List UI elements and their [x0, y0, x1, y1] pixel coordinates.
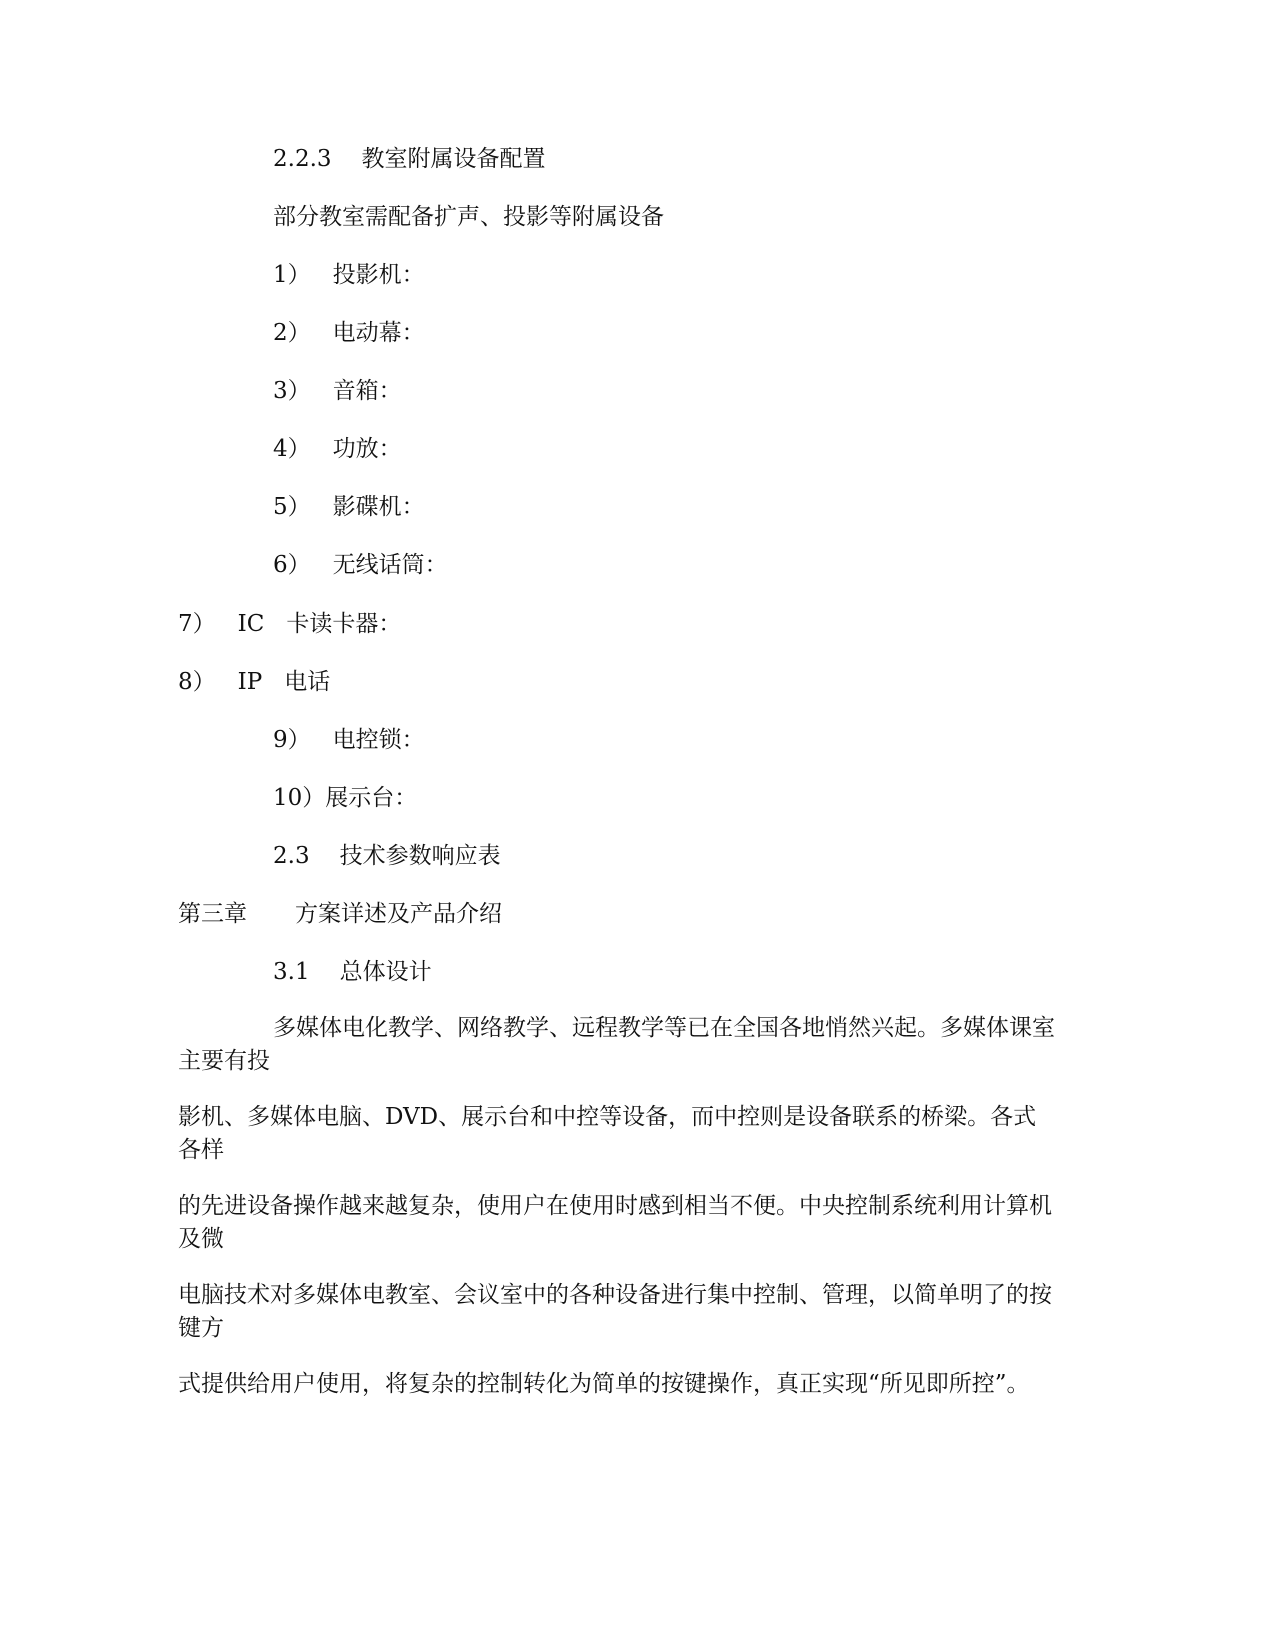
section-title: 总体设计 — [339, 959, 432, 985]
intro-text: 部分教室需配备扩声、投影等附属设备 — [273, 204, 664, 230]
list-item — [273, 436, 402, 462]
list-item — [178, 611, 401, 637]
section-number: 3.1 — [273, 959, 310, 985]
item-label: 卡读卡器： — [286, 611, 402, 637]
item-label: 功放： — [332, 436, 402, 462]
item-prefix: IC — [237, 611, 265, 637]
list-item — [273, 262, 425, 288]
item-number: 8） — [178, 669, 216, 695]
section-heading-2-3 — [273, 843, 501, 869]
chapter-heading — [178, 901, 502, 927]
item-label: 展示台： — [325, 785, 418, 811]
item-label: 音箱： — [332, 378, 402, 404]
item-label: 投影机： — [332, 262, 425, 288]
item-number: 1） — [273, 262, 311, 288]
section-heading-3-1 — [273, 959, 432, 985]
item-number: 2） — [273, 320, 311, 346]
body-paragraph: 的先进设备操作越来越复杂，使用户在使用时感到相当不便。中央控制系统利用计算机及微 — [178, 1193, 1052, 1252]
body-paragraph: 电脑技术对多媒体电教室、会议室中的各种设备进行集中控制、管理，以简单明了的按键方 — [178, 1282, 1052, 1341]
item-number: 9） — [273, 727, 311, 753]
section-title: 教室附属设备配置 — [361, 146, 546, 172]
list-item — [273, 320, 425, 346]
chapter-title: 方案详述及产品介绍 — [295, 901, 502, 927]
item-number: 3） — [273, 378, 311, 404]
section-heading-2-2-3 — [273, 146, 546, 172]
item-number: 4） — [273, 436, 311, 462]
list-item — [273, 552, 448, 578]
section-title: 技术参数响应表 — [339, 843, 501, 869]
item-label: 电动幕： — [332, 320, 425, 346]
item-number: 5） — [273, 494, 311, 520]
body-paragraph: 式提供给用户使用，将复杂的控制转化为简单的按键操作，真正实现“所见即所控”。 — [178, 1371, 1030, 1397]
item-prefix: IP — [237, 669, 263, 695]
item-number: 10） — [273, 785, 326, 811]
list-item — [273, 727, 425, 753]
list-item — [178, 669, 330, 695]
item-label: 无线话筒： — [332, 552, 448, 578]
item-number: 6） — [273, 552, 311, 578]
chapter-number: 第三章 — [178, 901, 247, 927]
item-label: 影碟机： — [332, 494, 425, 520]
item-number: 7） — [178, 611, 216, 637]
item-label: 电话 — [284, 669, 331, 695]
section-number: 2.2.3 — [273, 146, 332, 172]
list-item — [273, 494, 425, 520]
body-paragraph: 多媒体电化教学、网络教学、远程教学等已在全国各地悄然兴起。多媒体课室主要有投 — [178, 1015, 1055, 1074]
item-label: 电控锁： — [332, 727, 425, 753]
section-number: 2.3 — [273, 843, 310, 869]
list-item — [273, 785, 417, 811]
body-paragraph: 影机、多媒体电脑、DVD、展示台和中控等设备，而中控则是设备联系的桥梁。各式各样 — [178, 1104, 1037, 1163]
list-item — [273, 378, 402, 404]
